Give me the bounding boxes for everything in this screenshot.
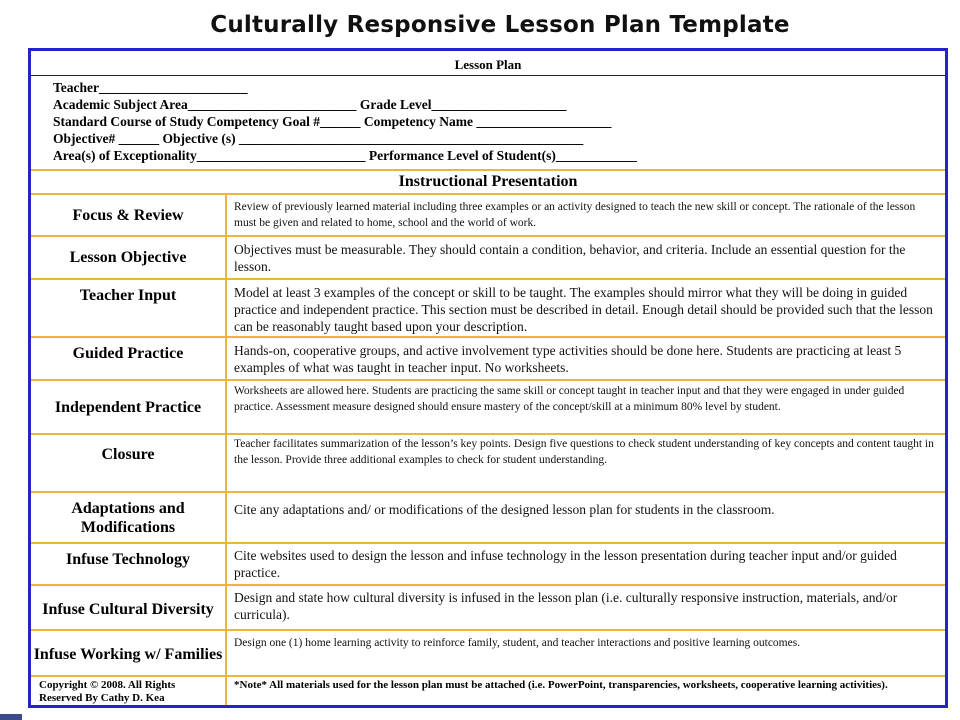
copyright-text: Copyright © 2008. All Rights Reserved By Cathy D. Kea <box>39 679 176 704</box>
page-title: Culturally Responsive Lesson Plan Template <box>210 12 790 38</box>
section-description: Cite any adaptations and/ or modifications of the designed lesson plan for students in the classroom. <box>234 502 775 517</box>
attachment-note: *Note* All materials used for the lesson plan must be attached (i.e. PowerPoint, transparencies, worksheets, cooperative learning activities). <box>234 679 888 691</box>
section-description: Review of previously learned material including three examples or an activity designed to teach the new skill or concept. The rationale of the lesson must be given and related to home, school and the world of work. <box>234 201 916 229</box>
section-label: Closure <box>101 445 155 463</box>
section-label: Adaptations and Modifications <box>71 500 185 536</box>
lesson-plan-header: Lesson Plan <box>454 57 522 72</box>
slide-corner-mark <box>0 714 22 720</box>
section-description: Teacher facilitates summarization of the lesson’s key points. Design five questions to check student understanding of key concepts and content taught in the lesson. Provide three additional examples to check for student understanding. <box>234 438 934 466</box>
info-line: Objective# ______ Objective (s) ___________________________________________________ <box>53 131 584 146</box>
divider <box>31 629 945 631</box>
divider <box>31 75 945 76</box>
section-label: Focus & Review <box>72 206 184 224</box>
divider <box>31 491 945 493</box>
section-description: Design and state how cultural diversity is infused in the lesson plan (i.e. culturally responsive instruction, materials, and/or curricula). <box>234 590 898 622</box>
section-label: Infuse Cultural Diversity <box>42 600 214 618</box>
info-line: Academic Subject Area_________________________ Grade Level____________________ <box>53 97 567 112</box>
info-line: Teacher______________________ <box>53 80 248 95</box>
section-label: Infuse Working w/ Families <box>33 645 223 663</box>
section-description: Objectives must be measurable. They should contain a condition, behavior, and criteria. Include an essential question for the lesson. <box>234 242 906 274</box>
info-line: Area(s) of Exceptionality_________________________ Performance Level of Student(s)____________ <box>53 148 637 163</box>
section-label: Teacher Input <box>79 286 177 304</box>
divider <box>31 169 945 171</box>
divider <box>31 675 945 677</box>
section-description: Cite websites used to design the lesson and infuse technology in the lesson presentation during teacher input and/or guided practice. <box>234 548 897 580</box>
section-label: Independent Practice <box>54 398 202 416</box>
info-line: Standard Course of Study Competency Goal #______ Competency Name ____________________ <box>53 114 612 129</box>
section-description: Hands-on, cooperative groups, and active involvement type activities should be done here. Students are practicing at least 5 examples of what was taught in teacher input. No worksheets. <box>234 343 902 375</box>
section-label: Guided Practice <box>72 344 184 362</box>
instructional-presentation-header: Instructional Presentation <box>398 173 578 190</box>
section-description: Design one (1) home learning activity to reinforce family, student, and teacher interactions and positive learning outcomes. <box>234 637 801 649</box>
section-label: Lesson Objective <box>69 248 187 266</box>
teacher-info-block <box>53 79 933 164</box>
section-description: Worksheets are allowed here. Students are practicing the same skill or concept taught in teacher input and that they were engaged in under guided practice. Assessment measure designed should ensure mastery of the concept/skill at a minimum 80% level by student. <box>234 385 905 413</box>
lesson-plan-sheet <box>28 48 948 708</box>
divider <box>31 584 945 586</box>
section-label: Infuse Technology <box>65 550 191 568</box>
section-description: Model at least 3 examples of the concept or skill to be taught. The examples should mirror what they will be doing in guided practice and independent practice. This section must be described in detail. Enough detail should be provided such that the lesson can be reasonably taught based upon your description. <box>234 285 933 334</box>
